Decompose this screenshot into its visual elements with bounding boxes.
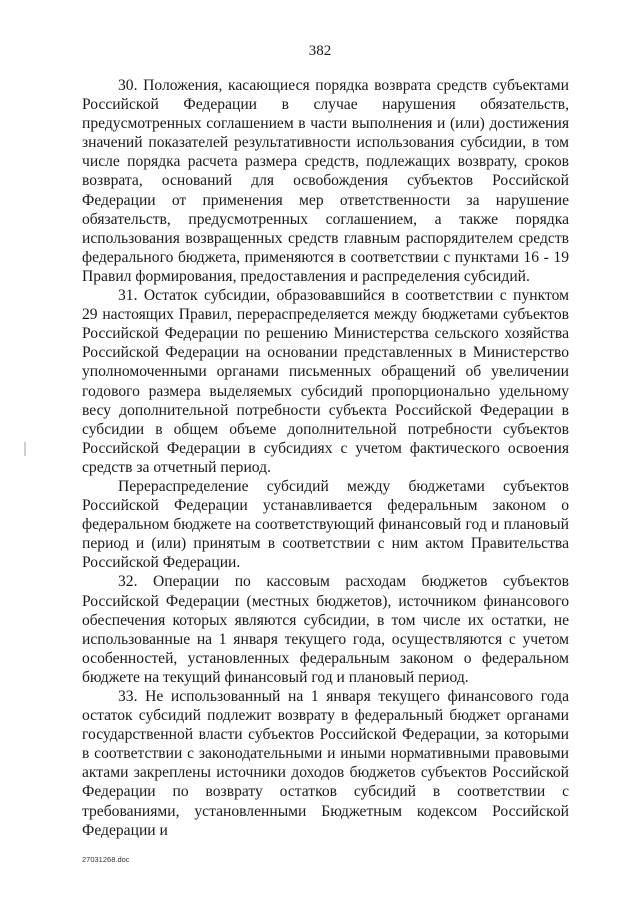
paragraph-31: 31. Остаток субсидии, образовавшийся в соответствии с пунктом 29 настоящих Правил, перераспределяется между бюджетами субъектов Российской Федерации по решению Министерства сельского хозяйства Российской Федерации на основании представленных в Министерство уполномоченными органами письменных обращений об увеличении годового размера выделяемых субсидий пропорционально удельному весу дополнительной потребности субъекта Российской Федерации в субсидии в общем объеме дополнительной потребности субъектов Российской Федерации в субсидиях с учетом фактического освоения средств за отчетный период. — [82, 287, 569, 476]
paragraph-31-continuation: Перераспределение субсидий между бюджетами субъектов Российской Федерации устанавливается федеральным законом о федеральном бюджете на соответствующий финансовый год и плановый период и (или) принятым в соответствии с ним актом Правительства Российской Федерации. — [82, 477, 569, 572]
document-file-code: 27031268.doc — [82, 855, 130, 864]
scan-margin-mark — [24, 442, 26, 456]
paragraph-32: 32. Операции по кассовым расходам бюджетов субъектов Российской Федерации (местных бюджетов), источником финансового обеспечения которых являются субсидии, в том числе их остатки, не использованные на 1 января текущего года, осуществляются с учетом особенностей, установленных федеральным законом о федеральном бюджете на текущий финансовый год и плановый период. — [82, 573, 569, 686]
paragraph-33: 33. Не использованный на 1 января текущего финансового года остаток субсидий подлежит возврату в федеральный бюджет органами государственной власти субъектов Российской Федерации, за которыми в соответствии с законодательными и иными нормативными правовыми актами закреплены источники доходов бюджетов субъектов Российской Федерации по возврату остатков субсидий в соответствии с требованиями, установленными Бюджетным кодексом Российской Федерации и — [82, 688, 569, 839]
paragraph-30: 30. Положения, касающиеся порядка возврата средств субъектами Российской Федерации в случае нарушения обязательств, предусмотренных соглашением в части выполнения и (или) достижения значений показателей результативности использования субсидии, в том числе порядка расчета размера средств, подлежащих возврату, сроков возврата, оснований для освобождения субъектов Российской Федерации от применения мер ответственности за нарушение обязательств, предусмотренных соглашением, а также порядка использования возвращенных средств главным распорядителем средств федерального бюджета, применяются в соответствии с пунктами 16 - 19 Правил формирования, предоставления и распределения субсидий. — [82, 77, 569, 285]
document-body — [82, 76, 569, 840]
page-number: 382 — [308, 43, 332, 59]
